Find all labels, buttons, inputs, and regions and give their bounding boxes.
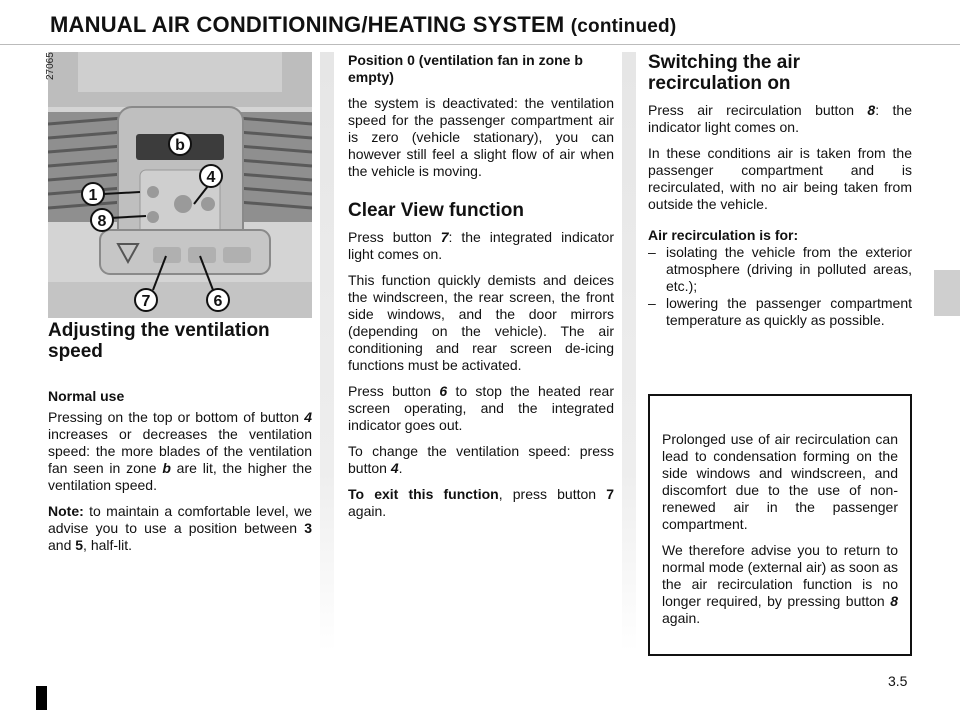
paragraph-clear-view-desc: This function quickly demists and deices the windscreen, the rear screen, the front side windows, and the door mirrors (depending on the vehicle). The air conditioning and rear screen de-icing functions must be activated.: [348, 272, 614, 373]
paragraph-change-speed: To change the ventilation speed: press button 4.: [348, 443, 614, 476]
paragraph-press-8: Press air recirculation button 8: the indicator light comes on.: [648, 102, 912, 135]
callout-6: 6: [213, 293, 223, 310]
callout-1: 1: [88, 187, 98, 204]
paragraph-note: Note: to maintain a comfortable level, we advise you to use a position between 3 and 5, half-lit.: [48, 503, 312, 553]
page-number: 3.5: [888, 673, 908, 689]
paragraph-press-7: Press button 7: the integrated indicator light comes on.: [348, 229, 614, 262]
callout-4: 4: [206, 169, 216, 186]
recirculation-list: [648, 244, 912, 329]
heading-ventilation-speed: Adjusting the ventilation speed: [48, 320, 270, 362]
warning-box: [648, 394, 912, 656]
title-rule: [0, 44, 960, 45]
paragraph-recirculation-desc: In these conditions air is taken from the passenger compartment and is recirculated, with no air being taken from outside the vehicle.: [648, 145, 912, 212]
chapter-tab: [934, 270, 960, 316]
heading-position-0: Position 0 (ventilation fan in zone b empty): [348, 52, 583, 85]
warning-paragraph-2: We therefore advise you to return to normal mode (external air) as soon as the air recirculation function is no longer required, by pressing button 8 again.: [662, 542, 898, 626]
column-ventilation: [48, 320, 312, 563]
warning-paragraph-1: Prolonged use of air recirculation can lead to condensation forming on the side windows and windscreen, and discomfort due to the use of non-renewed air in the passenger compartment.: [662, 431, 898, 532]
column-divider: [622, 52, 636, 652]
title-continued: (continued): [570, 16, 677, 37]
paragraph-press-6: Press button 6 to stop the heated rear screen operating, and the integrated indicator goes out.: [348, 383, 615, 433]
corner-mark: [36, 686, 47, 710]
title-main: MANUAL AIR CONDITIONING/HEATING SYSTEM: [50, 12, 565, 37]
heading-recirculation: Switching the air recirculation on: [648, 52, 801, 94]
subheading-normal-use: Normal use: [48, 388, 125, 404]
list-item: – isolating the vehicle from the exterior atmosphere (driving in polluted areas, etc.);: [648, 244, 912, 295]
control-panel-figure: [48, 52, 312, 318]
callout-8: 8: [97, 213, 107, 230]
column-recirculation: [648, 52, 912, 329]
page-title: [50, 12, 676, 38]
control-panel-illustration: [48, 52, 312, 318]
figure-code: 27065: [45, 52, 56, 80]
column-clear-view: [348, 52, 614, 529]
heading-clear-view: Clear View function: [348, 200, 524, 221]
paragraph-position-0: the system is deactivated: the ventilation speed for the passenger compartment air is zero (vehicle stationary), you can however still feel a slight flow of air when the vehicle is moving.: [348, 95, 614, 179]
callout-7: 7: [141, 293, 151, 310]
callout-b: b: [175, 137, 185, 154]
heading-recirculation-for: Air recirculation is for:: [648, 227, 799, 243]
column-divider: [320, 52, 334, 652]
list-item: – lowering the passenger compartment temperature as quickly as possible.: [648, 295, 912, 329]
paragraph-exit: To exit this function, press button 7 again.: [348, 486, 614, 519]
paragraph-button-4: Pressing on the top or bottom of button 4 increases or decreases the ventilation speed: the more blades of the ventilation fan seen in zone b are lit, the higher the ventilation speed.: [48, 409, 312, 493]
